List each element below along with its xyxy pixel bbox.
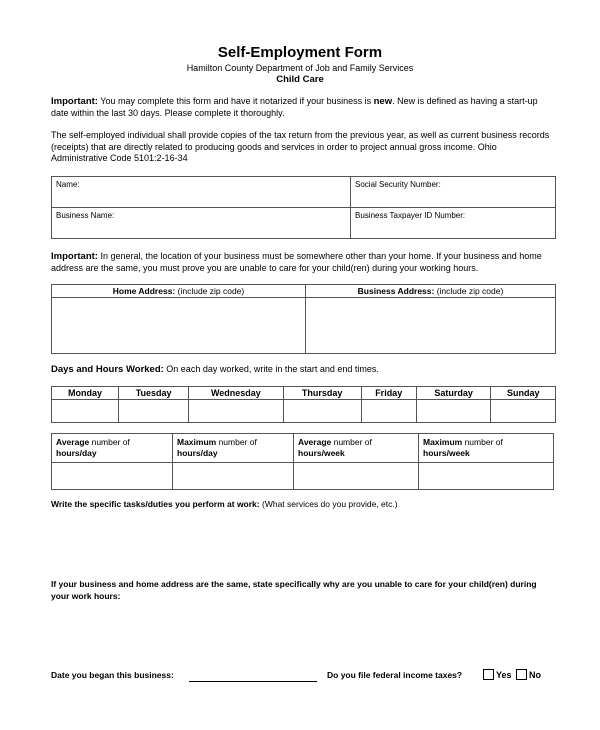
name-label: Name:	[56, 180, 80, 189]
business-address-header	[306, 285, 556, 298]
yes-label: Yes	[496, 670, 512, 680]
day-field-thursday[interactable]	[283, 400, 361, 423]
max-day-rest: number of	[216, 437, 257, 447]
business-address-field[interactable]	[306, 298, 556, 354]
yes-option[interactable]	[483, 669, 512, 680]
hours-table	[51, 433, 554, 490]
important-notice-1	[51, 96, 551, 119]
same-address-question: If your business and home address are the same, state specifically why are you unable to care for your child(ren) during your work hours:	[51, 579, 537, 601]
day-header-friday: Friday	[361, 387, 416, 400]
avg-week-bold: Average	[298, 437, 332, 447]
day-header-saturday: Saturday	[416, 387, 491, 400]
max-hours-week-header	[419, 434, 554, 463]
days-hours-label: Days and Hours Worked:	[51, 364, 164, 375]
no-option[interactable]	[516, 669, 541, 680]
avg-week-unit: hours/week	[298, 448, 345, 458]
important-label-2: Important:	[51, 251, 98, 262]
same-address-answer-area[interactable]	[51, 605, 551, 660]
day-header-sunday: Sunday	[491, 387, 556, 400]
name-field[interactable]	[52, 177, 351, 208]
tax-return-note: The self-employed individual shall provide copies of the tax return from the previous year, as well as current business records (receipts) that are directly related to producing goods and services in order to project annual gross income. Ohio Administrative Code 5101:2-16-34	[51, 130, 550, 163]
day-field-wednesday[interactable]	[189, 400, 283, 423]
day-field-sunday[interactable]	[491, 400, 556, 423]
address-table	[51, 284, 556, 354]
applicant-info-table	[51, 176, 556, 239]
day-field-monday[interactable]	[52, 400, 119, 423]
avg-hours-week-header	[294, 434, 419, 463]
date-began-label: Date you began this business:	[51, 670, 174, 680]
tax-question: Do you file federal income taxes?	[327, 670, 463, 680]
ssn-field[interactable]	[351, 177, 556, 208]
no-label: No	[529, 670, 541, 680]
taxpayer-id-field[interactable]	[351, 208, 556, 239]
important-text-2: In general, the location of your business must be somewhere other than your home. If your business and home address are the same, you must prove you are unable to care for your child(ren) during your working hours.	[51, 251, 542, 273]
home-address-header	[52, 285, 306, 298]
max-day-bold: Maximum	[177, 437, 217, 447]
program-name: Child Care	[276, 74, 324, 85]
max-week-unit: hours/week	[423, 448, 470, 458]
days-hours-instruction	[51, 364, 551, 376]
avg-day-unit: hours/day	[56, 448, 97, 458]
business-name-label: Business Name:	[56, 211, 115, 220]
day-header-tuesday: Tuesday	[119, 387, 189, 400]
important-text-a: You may complete this form and have it notarized if your business is	[97, 96, 374, 106]
important-label: Important:	[51, 96, 98, 107]
important-notice-2	[51, 251, 551, 274]
avg-day-bold: Average	[56, 437, 90, 447]
days-table	[51, 386, 556, 423]
max-hours-day-field[interactable]	[173, 463, 294, 490]
max-hours-week-field[interactable]	[419, 463, 554, 490]
home-address-field[interactable]	[52, 298, 306, 354]
day-header-monday: Monday	[52, 387, 119, 400]
taxpayer-id-label: Business Taxpayer ID Number:	[355, 211, 466, 220]
no-checkbox[interactable]	[516, 669, 527, 680]
avg-day-rest: number of	[89, 437, 130, 447]
business-name-field[interactable]	[52, 208, 351, 239]
yes-checkbox[interactable]	[483, 669, 494, 680]
avg-hours-day-field[interactable]	[52, 463, 173, 490]
form-title: Self-Employment Form	[217, 44, 383, 61]
days-hours-text: On each day worked, write in the start and end times.	[163, 364, 379, 374]
business-address-label: Business Address:	[357, 286, 435, 296]
tasks-question	[51, 499, 398, 509]
day-header-thursday: Thursday	[283, 387, 361, 400]
tasks-hint: (What services do you provide, etc.)	[259, 499, 398, 509]
max-day-unit: hours/day	[177, 448, 218, 458]
day-field-tuesday[interactable]	[119, 400, 189, 423]
date-began-field[interactable]	[189, 681, 317, 682]
day-header-wednesday: Wednesday	[189, 387, 283, 400]
max-week-rest: number of	[462, 437, 503, 447]
home-address-label: Home Address:	[112, 286, 176, 296]
business-address-hint: (include zip code)	[434, 286, 504, 296]
tasks-label: Write the specific tasks/duties you perform at work:	[51, 499, 260, 509]
day-field-friday[interactable]	[361, 400, 416, 423]
important-text-b: . New is defined as having a start-up date within the last 30 days. Please complete it thoroughly.	[51, 96, 538, 118]
max-week-bold: Maximum	[423, 437, 463, 447]
tasks-answer-area[interactable]	[51, 515, 551, 570]
day-field-saturday[interactable]	[416, 400, 491, 423]
department-name: Hamilton County Department of Job and Family Services	[186, 63, 414, 73]
ssn-label: Social Security Number:	[355, 180, 441, 189]
important-text-bold: new	[373, 96, 393, 107]
avg-hours-week-field[interactable]	[294, 463, 419, 490]
avg-hours-day-header	[52, 434, 173, 463]
max-hours-day-header	[173, 434, 294, 463]
home-address-hint: (include zip code)	[175, 286, 245, 296]
avg-week-rest: number of	[331, 437, 372, 447]
